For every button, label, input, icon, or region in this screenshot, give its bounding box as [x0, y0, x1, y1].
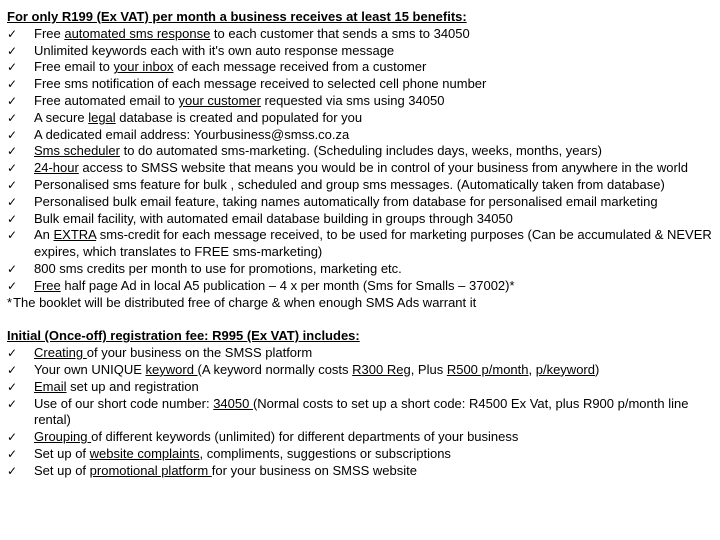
registration-heading: Initial (Once-off) registration fee: R995 (Ex VAT) includes: [7, 328, 360, 344]
checkmark-icon: ✓ [7, 77, 18, 92]
item-underlined-text: legal [88, 109, 116, 125]
item-text: Free [34, 25, 65, 41]
list-item [7, 429, 717, 446]
checkmark-icon: ✓ [7, 463, 18, 478]
item-text: Free sms notification of each message received to selected cell phone number [34, 76, 487, 92]
checkmark-icon: ✓ [7, 26, 18, 41]
item-text: 800 sms credits per month to use for promotions, marketing etc. [34, 260, 402, 276]
item-underlined-text: Creating [34, 345, 87, 361]
list-item [7, 143, 717, 160]
list-item [7, 379, 717, 396]
item-text: Personalised sms feature for bulk , scheduled and group sms messages. (Automatically taken from database) [34, 176, 665, 192]
benefits-list [7, 26, 717, 295]
item-text: , Plus [410, 361, 447, 377]
checkmark-icon: ✓ [7, 396, 18, 411]
footnote-asterisk: * [7, 294, 13, 310]
checkmark-icon: ✓ [7, 144, 18, 159]
item-text: , [528, 361, 536, 377]
item-text: A dedicated email address: Yourbusiness@smss.co.za [34, 126, 350, 142]
item-underlined-text: R500 p/month [446, 361, 529, 377]
benefits-heading: For only R199 (Ex VAT) per month a business receives at least 15 benefits: [7, 9, 467, 24]
checkmark-icon: ✓ [7, 346, 18, 361]
list-item [7, 59, 717, 76]
checkmark-icon: ✓ [7, 194, 18, 209]
item-text: Personalised bulk email feature, taking names automatically from database for personalised email marketing [34, 193, 658, 209]
item-text: of your business on the SMSS platform [86, 345, 313, 361]
checkmark-icon: ✓ [7, 430, 18, 445]
list-item [7, 396, 717, 430]
item-underlined-text: 24-hour [34, 160, 79, 176]
item-underlined-text: 34050 [213, 395, 253, 411]
item-text: Set up of [34, 445, 90, 461]
checkmark-icon: ✓ [7, 362, 18, 377]
registration-list [7, 345, 717, 479]
item-underlined-text: Email [34, 378, 67, 394]
item-text: of each message received from a customer [173, 59, 427, 75]
list-item [7, 362, 717, 379]
document-page [7, 9, 717, 480]
item-underlined-text: R300 Reg [352, 361, 411, 377]
checkmark-icon: ✓ [7, 110, 18, 125]
item-underlined-text: p/keyword [535, 361, 595, 377]
list-item [7, 446, 717, 463]
list-item [7, 194, 717, 211]
list-item [7, 278, 717, 295]
item-text: ) [594, 361, 600, 377]
checkmark-icon: ✓ [7, 60, 18, 75]
list-item [7, 211, 717, 228]
item-underlined-text: website complaints [89, 445, 200, 461]
list-item [7, 93, 717, 110]
list-item [7, 110, 717, 127]
item-text: Use of our short code number: [34, 395, 214, 411]
item-text: for your business on SMSS website [211, 462, 417, 478]
item-text: Bulk email facility, with automated email database building in groups through 34050 [34, 210, 513, 226]
footnote-text: The booklet will be distributed free of charge & when enough SMS Ads warrant it [13, 294, 477, 310]
item-underlined-text: your customer [178, 92, 261, 108]
item-underlined-text: promotional platform [89, 462, 212, 478]
checkmark-icon: ✓ [7, 127, 18, 142]
item-text: , compliments, suggestions or subscriptions [199, 445, 451, 461]
item-underlined-text: Free [34, 277, 61, 293]
item-text: half page Ad in local A5 publication – 4 x per month (Sms for Smalls – 37002)* [60, 277, 515, 293]
checkmark-icon: ✓ [7, 211, 18, 226]
footnote [7, 295, 717, 312]
list-item [7, 261, 717, 278]
item-text: set up and registration [66, 378, 199, 394]
checkmark-icon: ✓ [7, 161, 18, 176]
item-underlined-text: keyword [145, 361, 198, 377]
item-text: Unlimited keywords each with it's own auto response message [34, 42, 395, 58]
checkmark-icon: ✓ [7, 228, 18, 243]
item-underlined-text: Grouping [34, 429, 92, 445]
item-text: Free email to [34, 59, 114, 75]
item-text: of different keywords (unlimited) for different departments of your business [91, 429, 519, 445]
checkmark-icon: ✓ [7, 177, 18, 192]
checkmark-icon: ✓ [7, 261, 18, 276]
list-item [7, 160, 717, 177]
list-item [7, 76, 717, 93]
section-spacer [7, 311, 717, 328]
item-text: to each customer that sends a sms to 34050 [210, 25, 470, 41]
checkmark-icon: ✓ [7, 379, 18, 394]
checkmark-icon: ✓ [7, 43, 18, 58]
item-text: An [34, 227, 54, 243]
list-item [7, 43, 717, 60]
list-item [7, 345, 717, 362]
list-item [7, 227, 717, 261]
item-underlined-text: your inbox [113, 59, 174, 75]
item-text: access to SMSS website that means you would be in control of your business from anywhere in the world [78, 160, 688, 176]
item-text: (A keyword normally costs [197, 361, 353, 377]
item-text: sms-credit for each message received, to be used for marketing purposes (Can be accumulated & NEVER expires, which translates to FREE sms-marketing) [34, 227, 712, 260]
checkmark-icon: ✓ [7, 446, 18, 461]
list-item [7, 127, 717, 144]
item-text: Your own UNIQUE [34, 361, 146, 377]
item-text: database is created and populated for you [115, 109, 363, 125]
item-text: Free automated email to [34, 92, 179, 108]
item-underlined-text: automated sms response [64, 25, 211, 41]
item-underlined-text: Sms scheduler [34, 143, 120, 159]
list-item [7, 177, 717, 194]
item-text: A secure [34, 109, 89, 125]
item-underlined-text: EXTRA [53, 227, 97, 243]
item-text: to do automated sms-marketing. (Scheduling includes days, weeks, months, years) [119, 143, 602, 159]
item-text: Set up of [34, 462, 90, 478]
item-text: (Normal costs to set up a short code: R4500 Ex Vat, plus R900 p/month line rental) [34, 395, 689, 428]
item-text: requested via sms using 34050 [260, 92, 445, 108]
list-item [7, 463, 717, 480]
list-item [7, 26, 717, 43]
checkmark-icon: ✓ [7, 93, 18, 108]
checkmark-icon: ✓ [7, 278, 18, 293]
